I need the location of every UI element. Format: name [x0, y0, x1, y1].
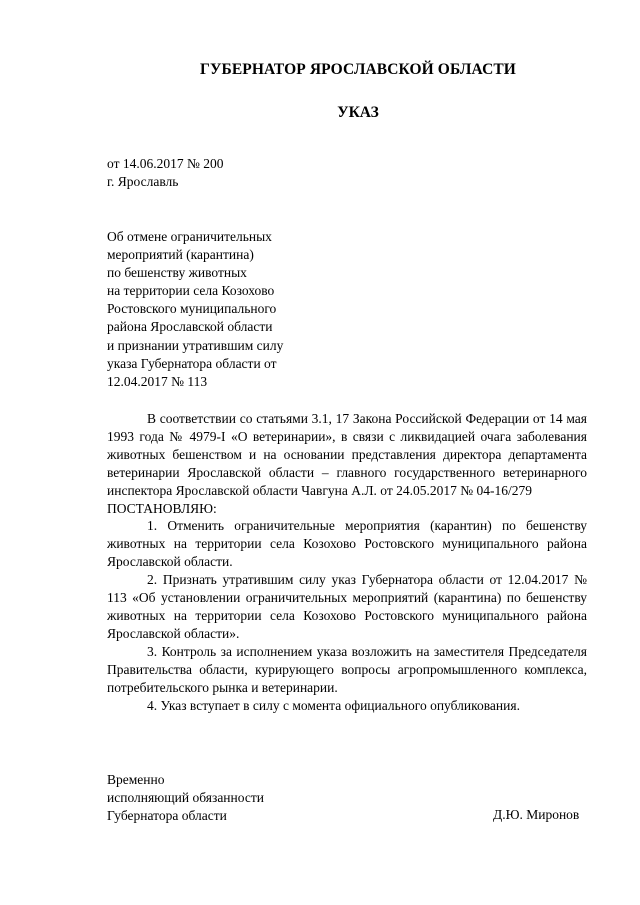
preamble-paragraph: В соответствии со статьями 3.1, 17 Закона Российской Федерации от 14 мая 1993 года № 4979-I «О ветеринарии», в связи с ликвидацией очага заболевания животных бешенством и на основании представления директора департамента ветеринарии Ярославской области – главного государственного ветеринарного инспектора Ярославской области Чавгуна А.Л. от 24.05.2017 № 04-16/279	[107, 411, 587, 498]
subject-line: района Ярославской области	[107, 319, 273, 335]
decree-item-3: 3. Контроль за исполнением указа возложить на заместителя Председателя Правительства области, курирующего вопросы агропромышленного комплекса, потребительского рынка и ветеринарии.	[107, 643, 587, 695]
decree-item-4: 4. Указ вступает в силу с момента официального опубликования.	[147, 697, 520, 713]
subject-line: на территории села Козохово	[107, 283, 275, 299]
signature-block	[107, 771, 264, 825]
decree-city: г. Ярославль	[107, 174, 179, 189]
signature-line-1: Временно	[107, 772, 165, 787]
decree-item-2: 2. Признать утратившим силу указ Губернатора области от 12.04.2017 № 113 «Об установлении ограничительных мероприятий (карантина) по бешенству животных на территории села Козохово Ростовского муниципального района Ярославской области».	[107, 572, 587, 641]
subject-line: Об отмене ограничительных	[107, 229, 272, 244]
signature-line-3: Губернатора области	[107, 808, 227, 823]
document-type: УКАЗ	[337, 104, 379, 121]
subject-line: Ростовского муниципального	[107, 301, 277, 317]
signatory-name: Д.Ю. Миронов	[493, 807, 580, 822]
subject-line: по бешенству животных	[107, 265, 247, 281]
decree-date-number: от 14.06.2017 № 200	[107, 156, 224, 171]
subject-line: указа Губернатора области от	[107, 355, 277, 371]
decree-subject	[107, 228, 347, 391]
issuer-title: ГУБЕРНАТОР ЯРОСЛАВСКОЙ ОБЛАСТИ	[200, 61, 516, 78]
decree-word: ПОСТАНОВЛЯЮ:	[107, 500, 217, 516]
signature-line-2: исполняющий обязанности	[107, 790, 264, 805]
subject-line: 12.04.2017 № 113	[107, 373, 208, 389]
subject-line: мероприятий (карантина)	[107, 247, 254, 263]
decree-body	[107, 410, 587, 714]
subject-line: и признании утратившим силу	[107, 337, 284, 353]
decree-item-1: 1. Отменить ограничительные мероприятия (карантин) по бешенству животных на территории села Козохово Ростовского муниципального района Ярославской области.	[107, 518, 587, 570]
